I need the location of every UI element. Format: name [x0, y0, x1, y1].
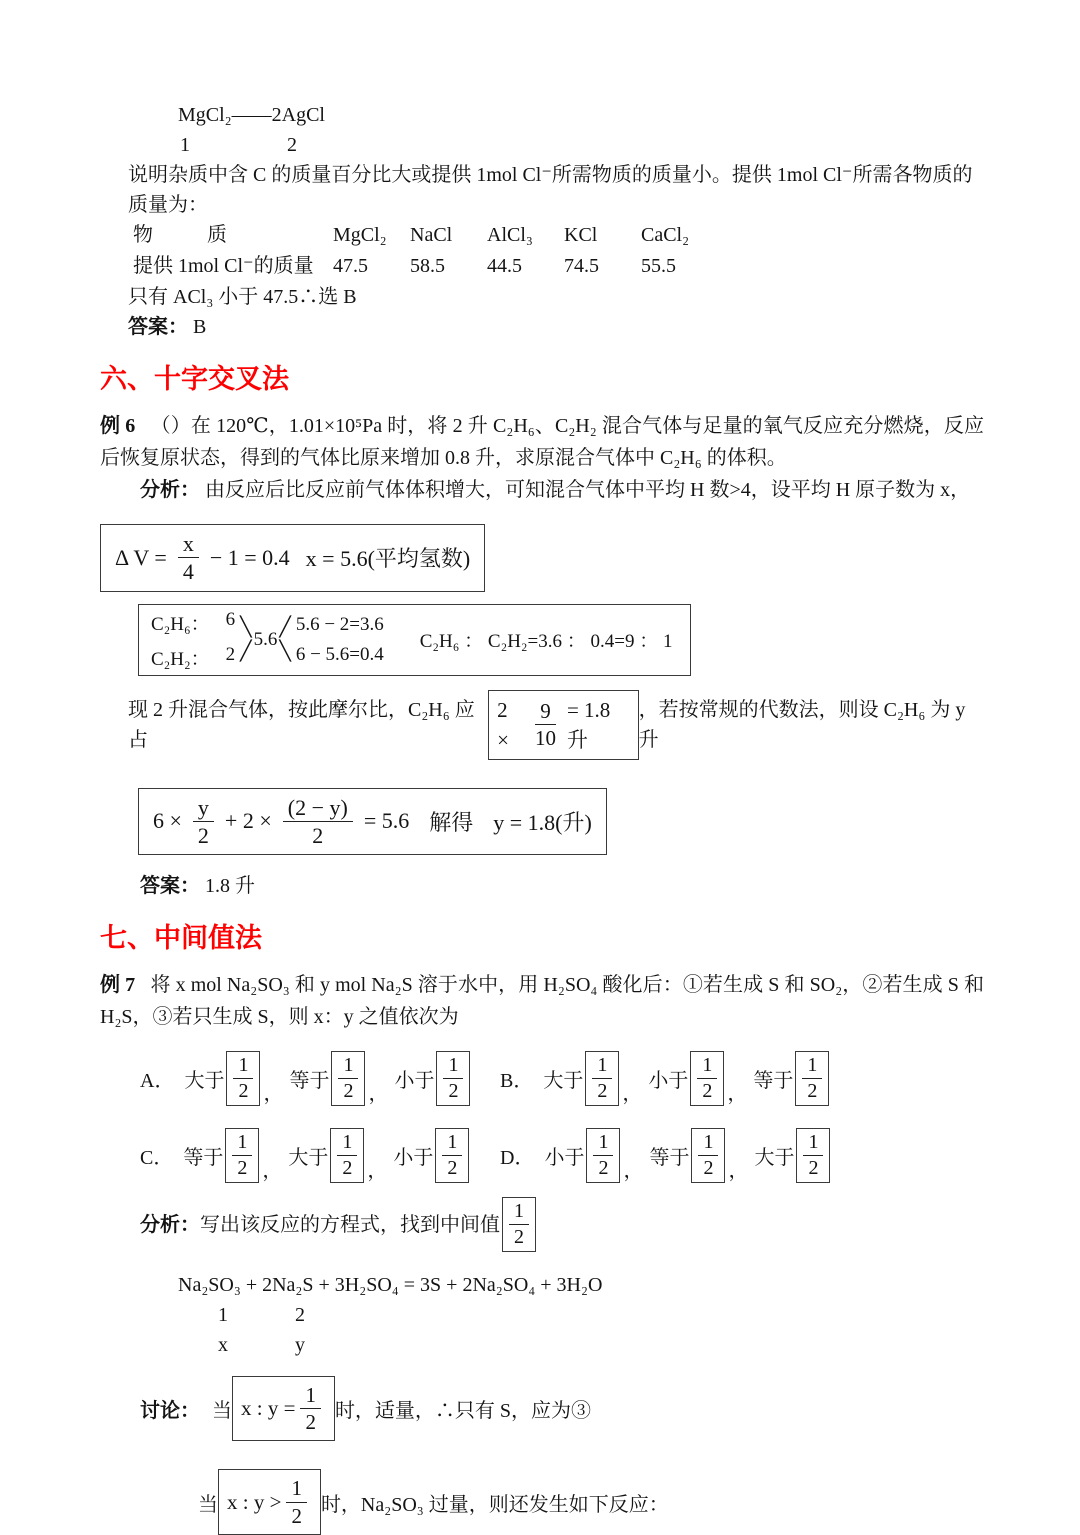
cross-results	[296, 614, 384, 666]
half-fraction-box: $\frac{1}{2}$	[226, 1051, 260, 1106]
fraction: $\frac{1}{2}$	[286, 1476, 307, 1527]
section-heading-seven: 七、中间值法	[100, 923, 262, 954]
analysis-label: 分析：	[140, 479, 200, 501]
analysis-label: 分析：	[140, 1213, 200, 1236]
condition-box: x : y = $\frac{1}{2}$	[232, 1376, 335, 1441]
half-fraction-box: $\frac{1}{2}$	[330, 1128, 364, 1183]
half-fraction-box: $\frac{1}{2}$	[690, 1051, 724, 1106]
difference-bottom: 6 − 5.6=0.4	[295, 643, 384, 665]
substance-name: CaCl₂	[641, 224, 690, 246]
mass-value: 58.5	[410, 255, 445, 277]
mole-ratio-sentence: 现 2 升混合气体，按此摩尔比，C₂H₆ 应占 2 × $\frac{9}{10}$ = 1.8升 ，若按常规的代数法，则设 C₂H₆ 为 y 升	[128, 690, 984, 760]
gas1-label: C₂H₆：	[151, 613, 210, 635]
example7-problem: 例 7 将 x mol Na₂SO₃ 和 y mol Na₂S 溶于水中，用 H₂SO₄ 酸化后：①若生成 S 和 SO₂，②若生成 S 和 H₂S，③若只生成 S，则 x：y 之值依次为	[100, 974, 985, 1029]
option-c: C． 等于 $\frac{1}{2}$ ， 大于 $\frac{1}{2}$ ， 小于 $\frac{1}{2}$	[140, 1128, 500, 1183]
answer-value: 1.8 升	[205, 875, 255, 898]
fraction: $\frac{9}{10}$	[534, 698, 556, 751]
cross-left-column	[151, 609, 235, 671]
condition-box: x : y > $\frac{1}{2}$	[218, 1469, 321, 1534]
formula-box: Δ V = $\frac{x}{4}$ − 1 = 0.4 x = 5.6(平均氢数)	[100, 524, 485, 592]
option-label: D．	[500, 1147, 535, 1170]
half-fraction-box: $\frac{1}{2}$	[435, 1128, 469, 1183]
half-fraction-box: $\frac{1}{2}$	[796, 1128, 830, 1183]
substance-name: MgCl₂	[333, 224, 387, 246]
answer-options	[140, 1051, 984, 1183]
relation-formula: MgCl₂——2AgCl	[178, 104, 325, 126]
mass-value: 55.5	[641, 255, 676, 277]
section-heading-six: 六、十字交叉法	[100, 364, 289, 394]
diagonal-line: ╱	[240, 640, 252, 662]
diagonal-line: ╱	[279, 616, 291, 638]
fraction: $\frac{(2 - y)}{2}$	[283, 795, 353, 849]
answer-label: 答案：	[128, 316, 188, 338]
chemical-equation: Na₂SO₃ + 2Na₂S + 3H₂SO₄ = 3S + 2Na₂SO₄ + 3H₂O	[178, 1274, 603, 1297]
half-fraction-box: $\frac{1}{2}$	[691, 1128, 725, 1183]
cross-x-shape	[239, 616, 292, 664]
cross-method-diagram	[138, 604, 691, 676]
explanation-text: 说明杂质中含 C 的质量百分比大或提供 1mol Cl⁻所需物质的质量小。提供 1mol Cl⁻所需各物质的质量为：	[128, 164, 973, 216]
substance-table-values	[133, 251, 984, 282]
example7-analysis: 分析： 写出该反应的方程式，找到中间值 $\frac{1}{2}$	[140, 1197, 984, 1252]
mass-value: 44.5	[487, 255, 522, 277]
cross-average-value: 5.6	[253, 628, 278, 650]
half-fraction-box: $\frac{1}{2}$	[586, 1128, 620, 1183]
substance-name: AlCl₃	[487, 224, 533, 246]
relation-coefficients	[180, 130, 984, 160]
mole-ratio-result: C₂H₆ ： C₂H₂=3.6 ： 0.4=9 ： 1	[419, 631, 673, 653]
equation-box: 6 × $\frac{y}{2}$ + 2 × $\frac{(2 - y)}{2}$ = 5.6 解得 y = 1.8(升)	[138, 788, 607, 856]
answer-label: 答案：	[140, 875, 200, 898]
header-label: 物 质	[133, 224, 227, 246]
discussion-case-2: 当 x : y > $\frac{1}{2}$ 时，Na₂SO₃ 过量，则还发生如下反应：	[198, 1469, 984, 1534]
substance-name: NaCl	[410, 224, 453, 246]
coefficient-1: 1	[180, 134, 190, 156]
discussion-label: 讨论：	[140, 1400, 200, 1423]
gas2-h-count: 2	[225, 643, 236, 665]
substance-name: KCl	[564, 224, 598, 246]
answer-line	[140, 871, 984, 901]
mass-value: 47.5	[333, 255, 368, 277]
answer-line	[128, 312, 984, 342]
substance-table-header	[133, 220, 984, 251]
gas1-h-count: 6	[225, 608, 236, 630]
fraction: $\frac{y}{2}$	[193, 795, 214, 849]
option-label: C．	[140, 1147, 174, 1170]
mass-value: 74.5	[564, 255, 599, 277]
half-fraction-box: $\frac{1}{2}$	[795, 1051, 829, 1106]
half-fraction-box: $\frac{1}{2}$	[331, 1051, 365, 1106]
delta-v-formula	[100, 524, 984, 592]
half-fraction-box: $\frac{1}{2}$	[225, 1128, 259, 1183]
option-label: B．	[500, 1070, 534, 1093]
fraction: $\frac{1}{2}$	[300, 1383, 321, 1434]
option-d: D． 小于 $\frac{1}{2}$ ， 等于 $\frac{1}{2}$ ， 大于 $\frac{1}{2}$	[500, 1128, 984, 1183]
conclusion-text: 只有 ACl₃ 小于 47.5∴选 B	[128, 286, 357, 308]
volume-formula-box: 2 × $\frac{9}{10}$ = 1.8升	[488, 690, 639, 760]
middle-value-box: $\frac{1}{2}$	[502, 1197, 536, 1252]
discussion-case-1: 讨论： 当 x : y = $\frac{1}{2}$ 时，适量，∴只有 S，应为③	[140, 1376, 984, 1441]
example6-label: 例 6	[100, 415, 136, 437]
half-fraction-box: $\frac{1}{2}$	[436, 1051, 470, 1106]
gas2-label: C₂H₂：	[151, 648, 210, 670]
option-a: A． 大于 $\frac{1}{2}$ ， 等于 $\frac{1}{2}$ ， 小于 $\frac{1}{2}$	[140, 1051, 500, 1106]
diagonal-line: ╲	[279, 640, 291, 662]
option-b: B． 大于 $\frac{1}{2}$ ， 小于 $\frac{1}{2}$ ， 等于 $\frac{1}{2}$	[500, 1051, 984, 1106]
row-label: 提供 1mol Cl⁻的质量	[133, 255, 314, 277]
fraction: $\frac{x}{4}$	[178, 531, 199, 585]
equation-coefficients: 1 2	[218, 1304, 305, 1327]
option-label: A．	[140, 1070, 175, 1093]
coefficient-2: 2	[287, 134, 297, 156]
half-fraction-box: $\frac{1}{2}$	[585, 1051, 619, 1106]
equation-variables: x y	[218, 1334, 305, 1357]
example6-problem: 例 6 （）在 120℃，1.01×10⁵Pa 时，将 2 升 C₂H₆、C₂H₂ 混合气体与足量的氧气反应充分燃烧，反应后恢复原状态，得到的气体比原来增加 0.8 升，求原混合气体中 C₂H₆ 的体积。	[100, 415, 984, 469]
example7-label: 例 7	[100, 974, 136, 997]
algebra-equation	[138, 788, 984, 856]
answer-value: B	[193, 316, 207, 338]
example6-analysis: 分析： 由反应后比反应前气体体积增大，可知混合气体中平均 H 数>4，设平均 H 原子数为 x，	[140, 479, 971, 501]
diagonal-line: ╲	[240, 616, 252, 638]
difference-top: 5.6 − 2=3.6	[295, 613, 384, 635]
